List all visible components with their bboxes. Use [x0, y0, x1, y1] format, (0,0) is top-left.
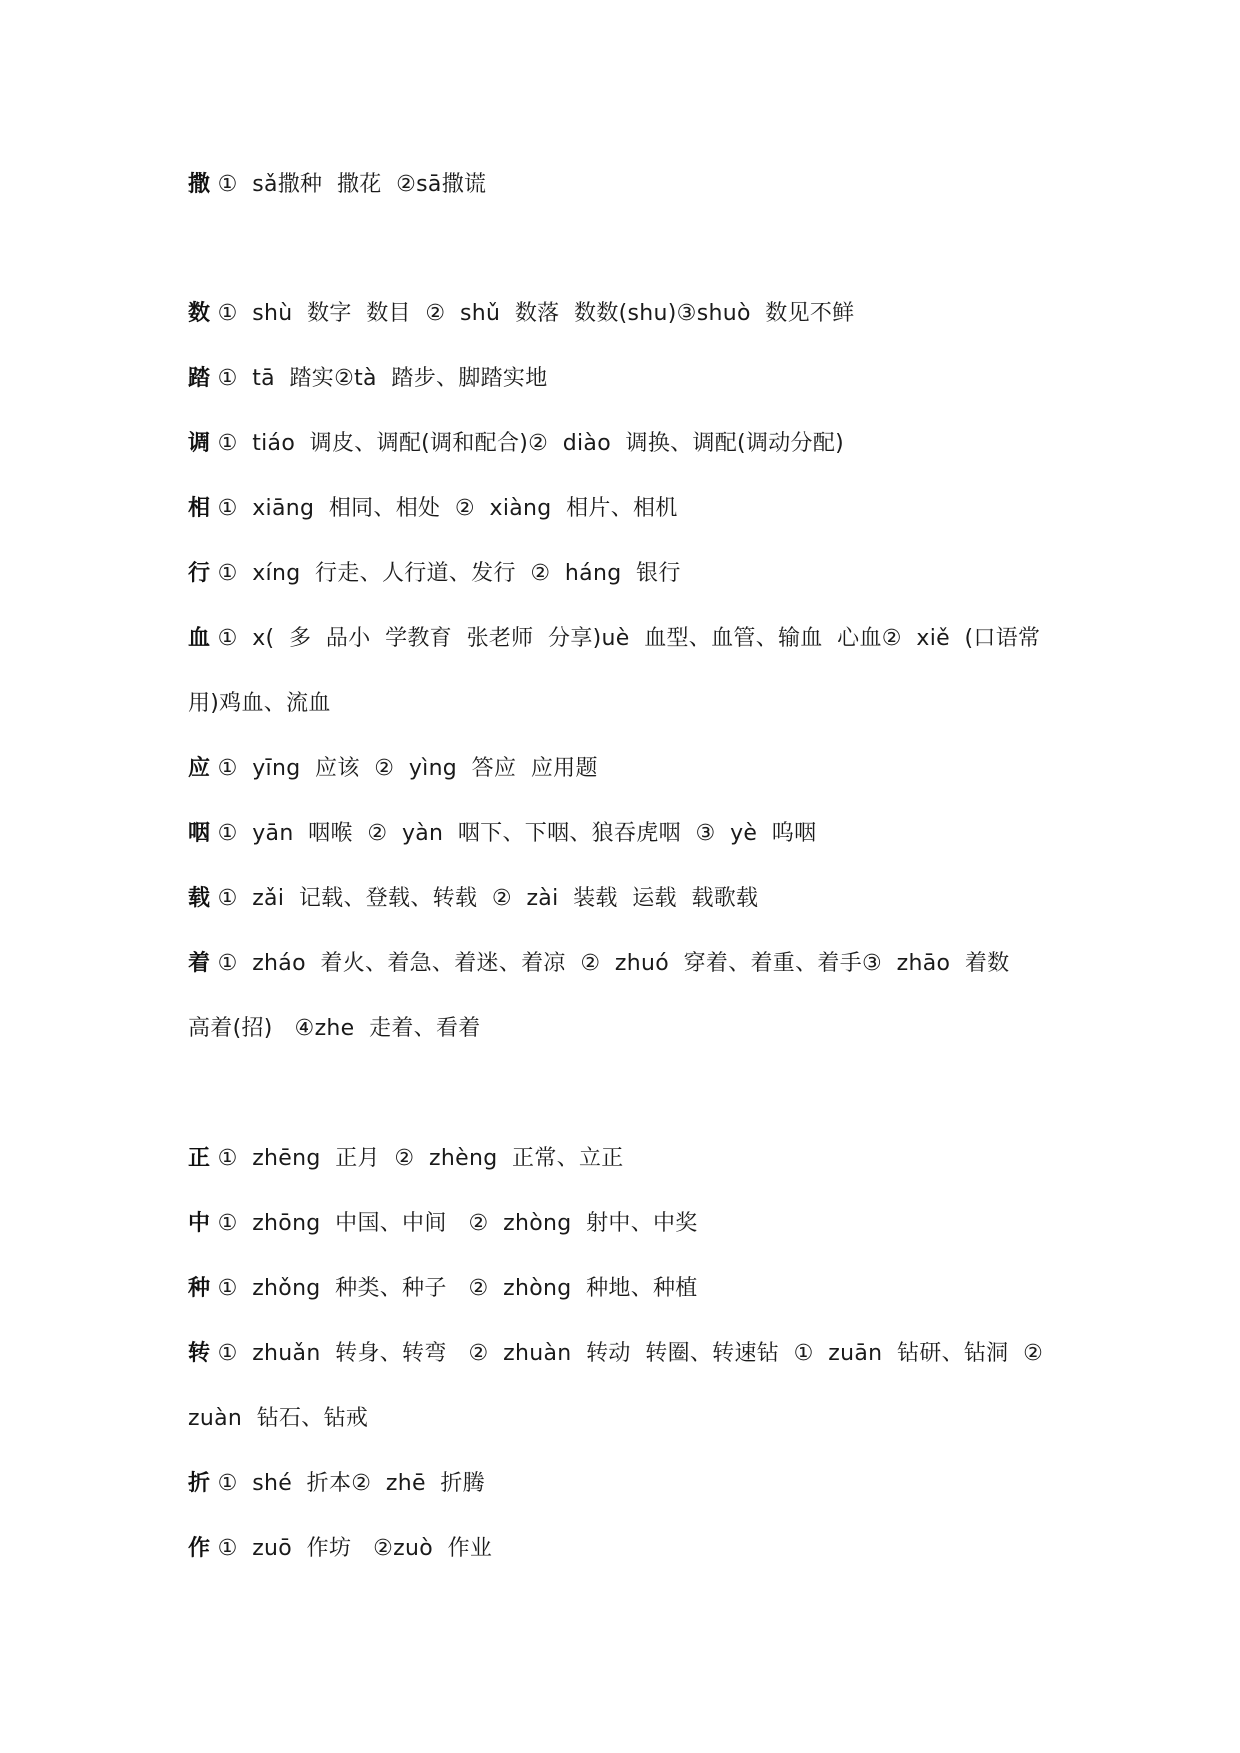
entry-character: 调 [188, 431, 211, 456]
entry-character: 行 [188, 561, 211, 586]
entry-text: zuàn 钻石、钻戒 [188, 1406, 369, 1431]
entry-character: 咽 [188, 821, 211, 846]
entry-line [188, 1534, 1068, 1564]
entry-line [188, 429, 1068, 459]
entry-text: ① zǎi 记载、登载、转载 ② zài 装载 运载 载歌载 [210, 886, 759, 911]
entry-text: ① yān 咽喉 ② yàn 咽下、下咽、狼吞虎咽 ③ yè 呜咽 [210, 821, 817, 846]
entry-character: 中 [188, 1211, 211, 1236]
entry-text: ① shù 数字 数目 ② shǔ 数落 数数(shu)③shuò 数见不鲜 [210, 301, 855, 326]
entry-line [188, 1209, 1068, 1239]
entry-continuation-line [188, 689, 1068, 719]
entry-continuation-line [188, 1404, 1068, 1434]
entry-line [188, 624, 1068, 654]
entry-text: ① zhēng 正月 ② zhèng 正常、立正 [210, 1146, 624, 1171]
entry-character: 折 [188, 1471, 211, 1496]
entry-text: ① xíng 行走、人行道、发行 ② háng 银行 [210, 561, 681, 586]
entry-character: 种 [188, 1276, 211, 1301]
entry-line [188, 884, 1068, 914]
entry-text: ① zhōng 中国、中间 ② zhòng 射中、中奖 [210, 1211, 698, 1236]
entry-character: 载 [188, 886, 211, 911]
entry-text: ① x( 多 品小 学教育 张老师 分享)uè 血型、血管、输血 心血② xiě (口语常 [210, 626, 1041, 651]
entry-line [188, 494, 1068, 524]
entry-line [188, 1339, 1068, 1369]
entry-text: 用)鸡血、流血 [188, 691, 331, 716]
entry-character: 数 [188, 301, 211, 326]
entry-text: 高着(招) ④zhe 走着、看着 [188, 1016, 481, 1041]
entry-text: ① tā 踏实②tà 踏步、脚踏实地 [210, 366, 548, 391]
entry-text: ① xiāng 相同、相处 ② xiàng 相片、相机 [210, 496, 678, 521]
entry-character: 应 [188, 756, 211, 781]
entry-line [188, 819, 1068, 849]
entry-character: 撒 [188, 172, 211, 197]
entry-text: ① zhuǎn 转身、转弯 ② zhuàn 转动 转圈、转速钻 ① zuān 钻研、钻洞 ② [210, 1341, 1044, 1366]
entry-character: 相 [188, 496, 211, 521]
entry-line [188, 1469, 1068, 1499]
entry-text: ① zháo 着火、着急、着迷、着凉 ② zhuó 穿着、着重、着手③ zhāo 着数 [210, 951, 1010, 976]
entry-line [188, 1274, 1068, 1304]
entry-line [188, 949, 1068, 979]
entry-text: ① shé 折本② zhē 折腾 [210, 1471, 485, 1496]
entry-text: ① tiáo 调皮、调配(调和配合)② diào 调换、调配(调动分配) [210, 431, 845, 456]
entry-line [188, 170, 1068, 200]
entry-text: ① zuō 作坊 ②zuò 作业 [210, 1536, 493, 1561]
entry-continuation-line [188, 1014, 1068, 1044]
entry-character: 踏 [188, 366, 211, 391]
entry-character: 着 [188, 951, 211, 976]
entry-text: ① zhǒng 种类、种子 ② zhòng 种地、种植 [210, 1276, 698, 1301]
entry-text: ① yīng 应该 ② yìng 答应 应用题 [210, 756, 598, 781]
entry-character: 转 [188, 1341, 211, 1366]
entry-line [188, 299, 1068, 329]
entry-character: 作 [188, 1536, 211, 1561]
entry-character: 血 [188, 626, 211, 651]
entry-character: 正 [188, 1146, 211, 1171]
entry-line [188, 754, 1068, 784]
entry-line [188, 364, 1068, 394]
entry-text: ① sǎ撒种 撒花 ②sā撒谎 [210, 172, 487, 197]
entry-line [188, 1144, 1068, 1174]
entry-line [188, 559, 1068, 589]
